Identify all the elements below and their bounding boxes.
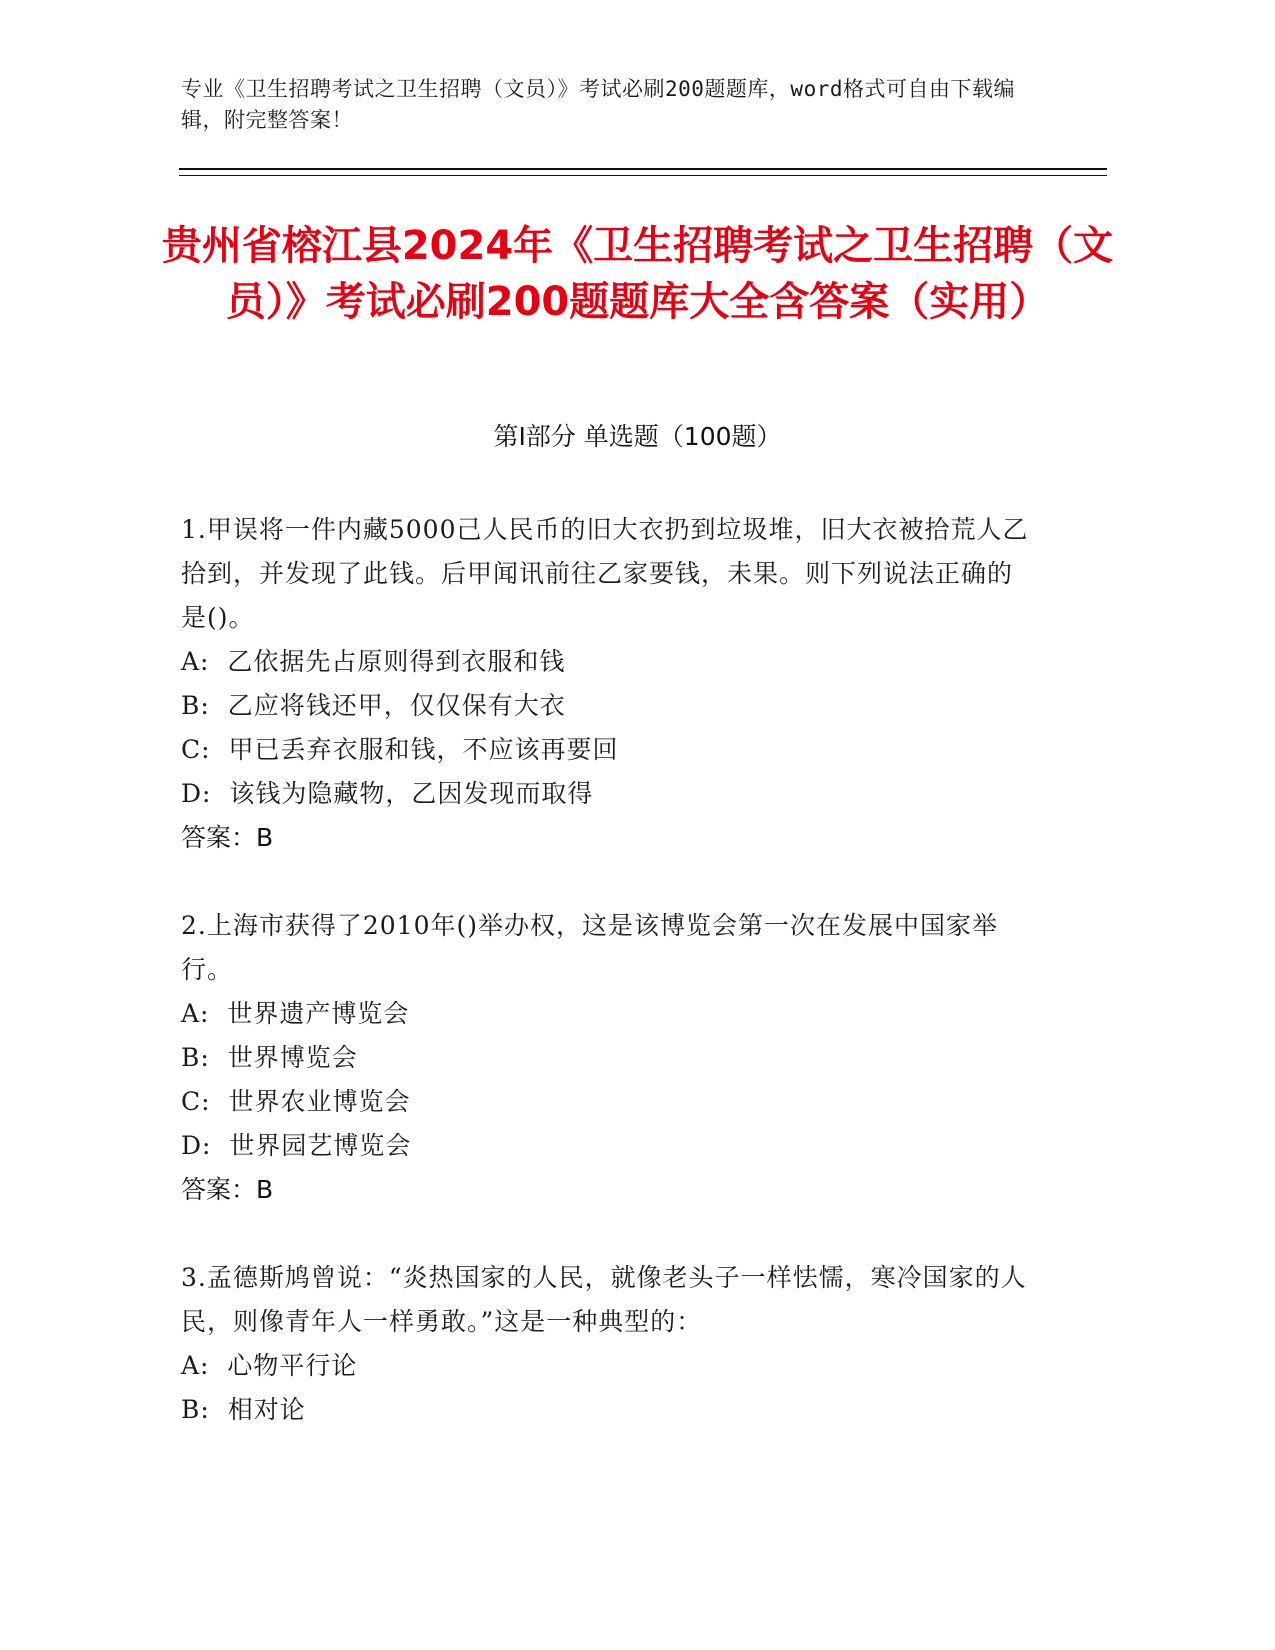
question-stem: 2.上海市获得了2010年()举办权，这是该博览会第一次在发展中国家举行。 (181, 911, 998, 984)
header-divider-thin (179, 175, 1107, 176)
question-stem: 1.甲误将一件内藏5000己人民币的旧大衣扔到垃圾堆，旧大衣被拾荒人乙拾到，并发现了此钱。后甲闻讯前往乙家要钱，未果。则下列说法正确的是()。 (181, 515, 1029, 632)
question-2 (181, 904, 1031, 1212)
option-a: A: 心物平行论 (181, 1351, 358, 1380)
header-divider-thick (179, 168, 1107, 170)
option-d: D: 该钱为隐藏物，乙因发现而取得 (181, 779, 594, 808)
option-b: B: 相对论 (181, 1395, 306, 1424)
question-stem: 3.孟德斯鸠曾说：“炎热国家的人民，就像老头子一样怯懦，寒冷国家的人民，则像青年人一样勇敢。”这是一种典型的： (181, 1263, 1027, 1336)
option-a: A: 世界遗产博览会 (181, 999, 410, 1028)
question-1 (181, 508, 1031, 860)
header-note: 专业《卫生招聘考试之卫生招聘（文员）》考试必刷200题题库，word格式可自由下载编辑，附完整答案！ (181, 77, 1015, 132)
option-b: B: 世界博览会 (181, 1043, 358, 1072)
answer: 答案：B (181, 1175, 274, 1204)
option-a: A: 乙依据先占原则得到衣服和钱 (181, 647, 566, 676)
question-list (181, 508, 1031, 1476)
question-3 (181, 1256, 1031, 1432)
answer: 答案：B (181, 823, 274, 852)
option-d: D: 世界园艺博览会 (181, 1131, 412, 1160)
document-title: 贵州省榕江县2024年《卫生招聘考试之卫生招聘（文员）》考试必刷200题题库大全含答案（实用） (161, 223, 1114, 325)
option-b: B: 乙应将钱还甲，仅仅保有大衣 (181, 691, 566, 720)
option-c: C: 世界农业博览会 (181, 1087, 411, 1116)
option-c: C: 甲已丢弃衣服和钱，不应该再要回 (181, 735, 619, 764)
section-heading: 第Ⅰ部分 单选题（100题） (493, 422, 782, 451)
